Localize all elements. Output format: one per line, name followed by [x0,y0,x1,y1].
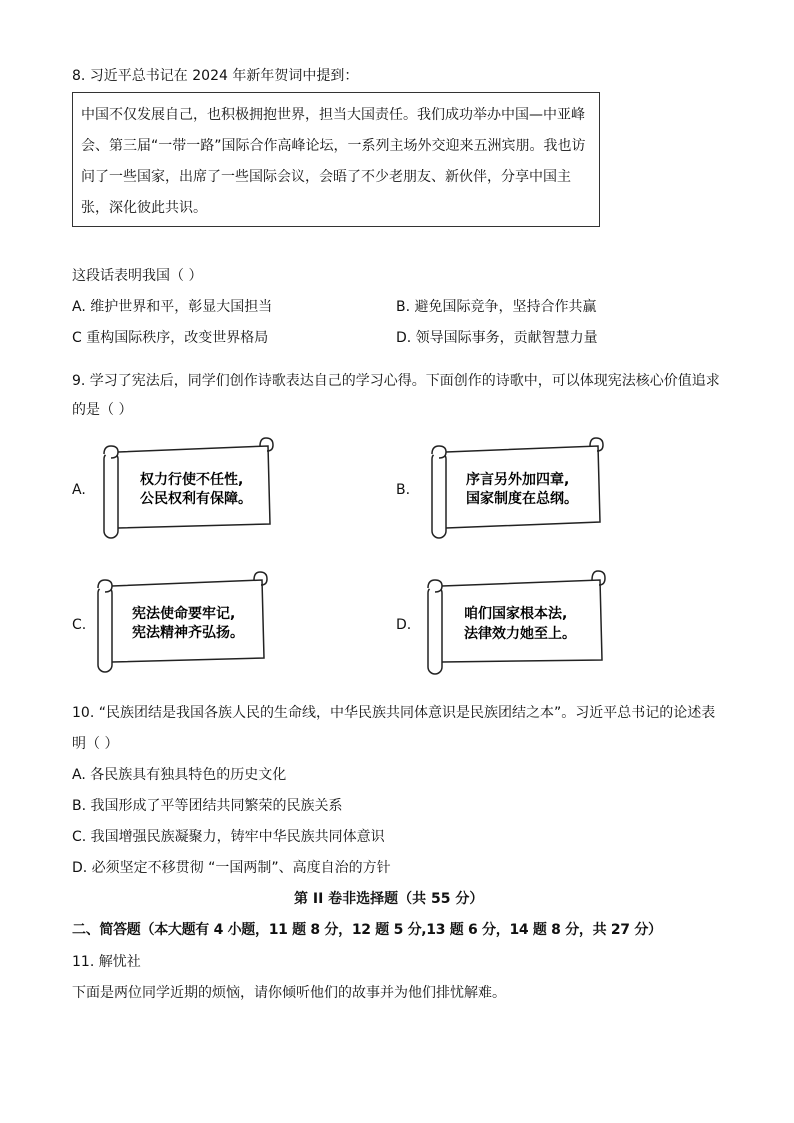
q9-option-b-scroll[interactable] [428,436,606,540]
q8-quote-line: 问了一些国家，出席了一些国际会议，会晤了不少老朋友、新伙伴，分享中国主 [81,169,571,185]
q9-stem-line2: 的是（ ） [72,402,133,418]
section2-heading: 二、简答题（本大题有 4 小题，11 题 8 分，12 题 5 分,13 题 6 分，14 题 8 分，共 27 分） [72,922,662,938]
q8-quote-line: 会、第三届“一带一路”国际合作高峰论坛，一系列主场外交迎来五洲宾朋。我也访 [81,138,586,154]
scroll-line: 法律效力她至上。 [464,626,576,642]
q8-stem: 8. 习近平总书记在 2024 年新年贺词中提到： [72,68,359,84]
q9-option-c-label[interactable]: C. [72,617,87,633]
scroll-line: 序言另外加四章, [466,472,570,488]
scroll-line: 宪法使命要牢记, [132,606,236,622]
scroll-line: 宪法精神齐弘扬。 [132,625,244,641]
scroll-line: 咱们国家根本法, [464,606,568,622]
scroll-line: 权力行使不任性, [140,472,244,488]
q11-intro: 下面是两位同学近期的烦恼，请你倾听他们的故事并为他们排忧解难。 [72,985,506,1001]
q8-quote-line: 中国不仅发展自己，也积极拥抱世界，担当大国责任。我们成功举办中国—中亚峰 [81,107,585,123]
q11-stem: 11. 解忧社 [72,954,141,970]
q10-stem-line2: 明（ ） [72,736,119,752]
scroll-line: 公民权利有保障。 [140,491,252,507]
q9-option-b-label[interactable]: B. [396,482,411,498]
q10-option-b[interactable]: B. 我国形成了平等团结共同繁荣的民族关系 [72,798,343,814]
q8-question: 这段话表明我国（ ） [72,268,203,284]
q10-option-a[interactable]: A. 各民族具有独具特色的历史文化 [72,767,287,783]
q9-option-d-label[interactable]: D. [396,617,412,633]
q9-option-d-scroll[interactable] [424,568,608,676]
q10-option-c[interactable]: C. 我国增强民族凝聚力，铸牢中华民族共同体意识 [72,829,385,845]
q10-option-d[interactable]: D. 必须坚定不移贯彻 “一国两制”、高度自治的方针 [72,860,391,876]
section2-title: 第 II 卷非选择题（共 55 分） [294,891,484,907]
q8-option-b[interactable]: B. 避免国际竞争，坚持合作共赢 [396,299,597,315]
q9-option-a-scroll[interactable] [100,436,275,540]
q8-quote-box [72,92,600,227]
q10-stem-line1: 10. “民族团结是我国各族人民的生命线，中华民族共同体意识是民族团结之本”。习近平总书记的论述表 [72,705,716,721]
q8-option-a[interactable]: A. 维护世界和平，彰显大国担当 [72,299,273,315]
scroll-line: 国家制度在总纲。 [466,491,578,507]
q9-option-a-label[interactable]: A. [72,482,86,498]
q9-stem-line1: 9. 学习了宪法后，同学们创作诗歌表达自己的学习心得。下面创作的诗歌中，可以体现宪法核心价值追求 [72,373,720,389]
q9-option-c-scroll[interactable] [94,570,269,674]
q8-quote-line: 张，深化彼此共识。 [81,200,207,216]
q8-option-d[interactable]: D. 领导国际事务，贡献智慧力量 [396,330,598,346]
q8-option-c[interactable]: C 重构国际秩序，改变世界格局 [72,330,269,346]
